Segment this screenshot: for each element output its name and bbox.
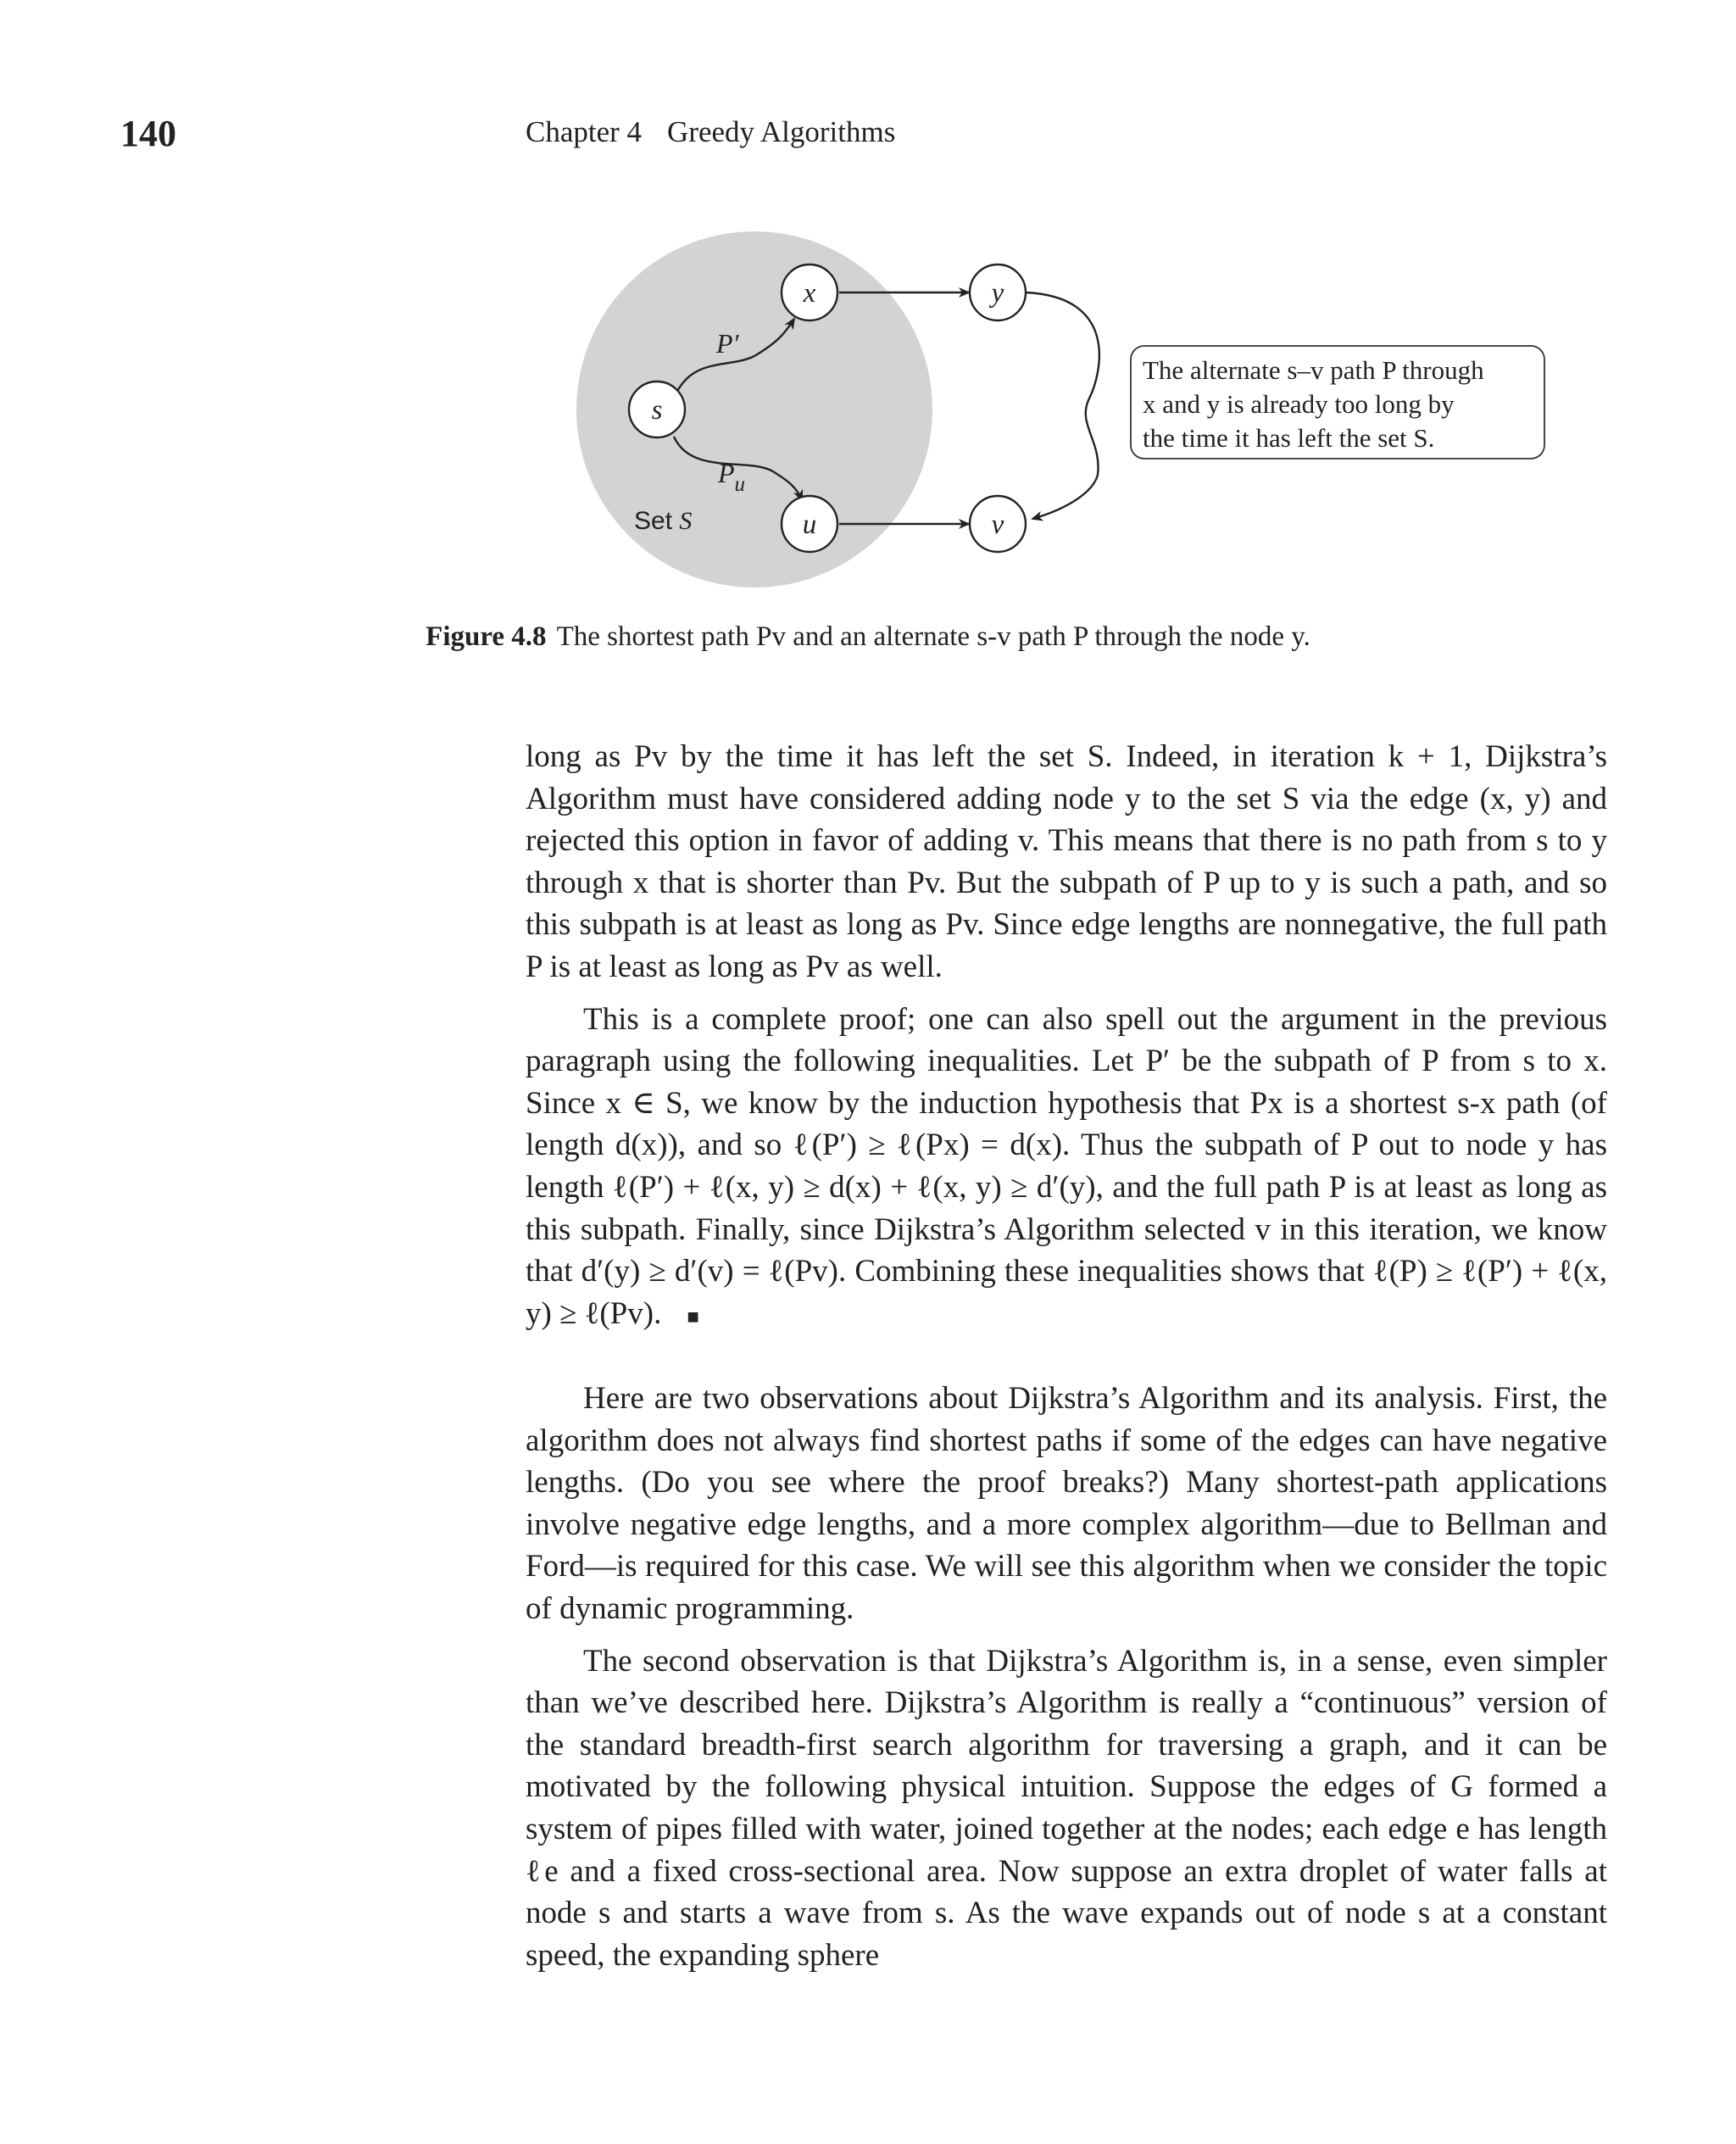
paragraph-4: The second observation is that Dijkstra’s Algorithm is, in a sense, even simpler than we’ve described here. Dijkstra’s Algorithm is really a “continuous” version of the standard breadth-first search algorithm for traversing a graph, and it can be motivated by the following physical intuition. Suppose the edges of G formed a system of pipes filled with water, joined together at the nodes; each edge e has length ℓe and a fixed cross-sectional area. Now suppose an extra droplet of water falls at node s and starts a wave from s. As the wave expands out of node s at a constant speed, the expanding sphere [526, 1643, 1607, 1973]
set-s-label-var: S [679, 507, 693, 535]
path-y-to-v [1026, 292, 1099, 519]
figure-caption-text: The shortest path Pv and an alternate s-v path P through the node y. [556, 621, 1310, 652]
node-y-label: y [991, 278, 1004, 309]
figure-4-8-diagram [0, 0, 1736, 610]
figure-caption [0, 621, 1736, 653]
label-p-prime: P′ [716, 328, 739, 359]
node-u [782, 496, 837, 552]
set-s-label-prefix: Set [634, 507, 673, 535]
page-number: 140 [120, 113, 176, 154]
node-u-label: u [802, 510, 817, 540]
chapter-title: Greedy Algorithms [667, 115, 896, 148]
label-p-u-sub: u [734, 473, 746, 496]
paragraph-2-text: This is a complete proof; one can also spell out the argument in the previous paragraph using the following inequalities. Let P′ be the subpath of P from s to x. Since x ∈ S, we know by the induction hypothesis that Px is a shortest s-x path (of length d(x)), and so ℓ(P′) ≥ ℓ(Px) = d(x). Thus the subpath of P out to node y has length ℓ(P′) + ℓ(x, y) ≥ d(x) + ℓ(x, y) ≥ d′(y), and the full path P is at least as long as this subpath. Finally, since Dijkstra’s Algorithm selected v in this iteration, we know that d′(y) ≥ d′(v) = ℓ(Pv). Combining these inequalities shows that ℓ(P) ≥ ℓ(P′) + ℓ(x, y) ≥ ℓ(Pv). [526, 1001, 1607, 1331]
node-s-label: s [651, 395, 663, 426]
callout-line-1: The alternate s–v path P through [1143, 355, 1484, 385]
body-text-bottom [526, 1378, 1607, 1976]
callout-line-3: the time it has left the set S. [1143, 423, 1435, 453]
qed-symbol: ■ [687, 1306, 699, 1328]
chapter-number: Chapter 4 [526, 115, 643, 148]
node-x [782, 265, 837, 320]
body-text-top [526, 736, 1607, 1339]
callout-line-2: x and y is already too long by [1143, 389, 1455, 419]
set-s-label [634, 507, 692, 535]
node-x-label: x [803, 278, 816, 309]
node-y [970, 265, 1026, 320]
paragraph-2 [526, 999, 1607, 1339]
node-v [970, 496, 1026, 552]
node-v-label: v [991, 510, 1004, 540]
figure-label: Figure 4.8 [426, 621, 547, 652]
paragraph-3: Here are two observations about Dijkstra’s Algorithm and its analysis. First, the algorithm does not always find shortest paths if some of the edges can have negative lengths. (Do you see where the proof breaks?) Many shortest-path applications involve negative edge lengths, and a more complex algorithm—due to Bellman and Ford—is required for this case. We will see this algorithm when we consider the topic of dynamic programming. [526, 1381, 1607, 1626]
paragraph-1: long as Pv by the time it has left the set S. Indeed, in iteration k + 1, Dijkstra’s Algorithm must have considered adding node y to the set S via the edge (x, y) and rejected this option in favor of adding v. This means that there is no path from s to y through x that is shorter than Pv. But the subpath of P up to y is such a path, and so this subpath is at least as long as Pv. Since edge lengths are nonnegative, the full path P is at least as long as Pv as well. [526, 739, 1607, 984]
label-p-u-main: P [718, 458, 735, 488]
node-s [629, 381, 685, 437]
